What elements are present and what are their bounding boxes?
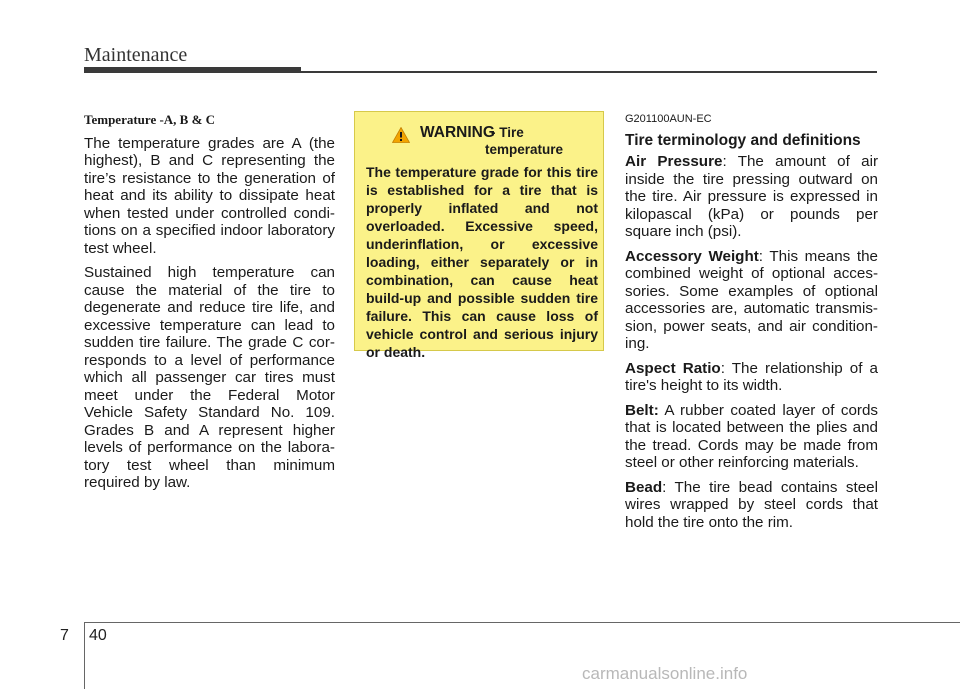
definition-term: Air Pressure [625, 153, 723, 170]
warning-subtitle: temperature [485, 142, 564, 157]
header-rule-thick [84, 67, 301, 73]
header-rule-thin [301, 71, 877, 73]
page-number: 40 [89, 627, 107, 644]
paragraph: Sustained high temperature can cause the material of the tire to degenerate and reduce tire life, and excessive temperature can lead to sudden tire failure. The grade C cor-responds to a level of performance which all passenger car tires must meet under the Federal Motor Vehicle Safety Standard No. 109. Grades B and A represent higher levels of performance on the labora-tory test wheel than minimum required by law. [84, 264, 335, 491]
definition-text: The tire bead contains steel wires wrapped by steel cords that hold the tire onto the rim. [625, 478, 878, 531]
section-code: G201100AUN-EC [625, 113, 712, 125]
definition-term: Accessory Weight [625, 247, 759, 265]
footer-divider [84, 622, 85, 689]
definition-term: Bead [625, 478, 663, 496]
chapter-number: 7 [60, 627, 69, 644]
left-column [84, 111, 335, 499]
definition-belt [625, 402, 878, 472]
definition-text: The relationship of a tire's height to its width. [625, 359, 878, 394]
definition-term: Aspect Ratio [625, 359, 721, 377]
warning-label: WARNING [420, 124, 495, 141]
definition-aspect-ratio: Aspect Ratio: The relationship of a tire's height to its width. [625, 359, 878, 394]
section-heading-temperature: Temperature -A, B & C [84, 112, 216, 127]
warning-header [355, 124, 603, 160]
paragraph: The temperature grades are A (the highest), B and C representing the tire’s resistance to the generation of heat and its ability to dissipate heat when tested under controlled condi-tions on a specified indoor laboratory test wheel. [84, 134, 335, 257]
warning-body: The temperature grade for this tire is established for a tire that is properly inflated and not overloaded. Excessive speed, underinflation, or excessive loading, either separately or in combination, can cause heat build-up and possible sudden tire failure. This can cause loss of vehicle control and serious injury or death. [366, 164, 598, 360]
section-title: Tire terminology and definitions [625, 131, 861, 149]
definition-text: The amount of air inside the tire pressing outward on the tire. Air pressure is expressed in kilopascal (kPa) or pounds per square inch (psi). [625, 153, 879, 240]
definition-bead: Bead: The tire bead contains steel wires wrapped by steel cords that hold the tire onto the rim. [625, 478, 878, 531]
warning-box [354, 111, 604, 360]
definition-term: Belt: [625, 401, 659, 419]
watermark: carmanualsonline.info [582, 664, 748, 683]
definition-text: A rubber coated layer of cords that is located between the plies and the tread. Cords may be made from steel or other reinforcing materials. [625, 401, 878, 471]
footer-rule [84, 622, 960, 623]
warning-triangle-icon [392, 127, 410, 143]
definition-accessory-weight: Accessory Weight: This means the combined weight of optional acces-sories. Some examples of optional accessories are, automatic transmis-sion, power seats, and air condition-ing. [625, 247, 878, 352]
definition-air-pressure: Air Pressure: The amount of air inside the tire pressing outward on the tire. Air pressure is expressed in kilopascal (kPa) or pounds per square inch (psi). [625, 153, 879, 240]
warning-title: - Tire [491, 125, 524, 140]
right-column [625, 111, 878, 538]
page-header-title: Maintenance [84, 44, 188, 66]
definition-text: This means the combined weight of optional acces-sories. Some examples of optional accessories are, automatic transmis-sion, power seats, and air condition-ing. [625, 247, 878, 352]
